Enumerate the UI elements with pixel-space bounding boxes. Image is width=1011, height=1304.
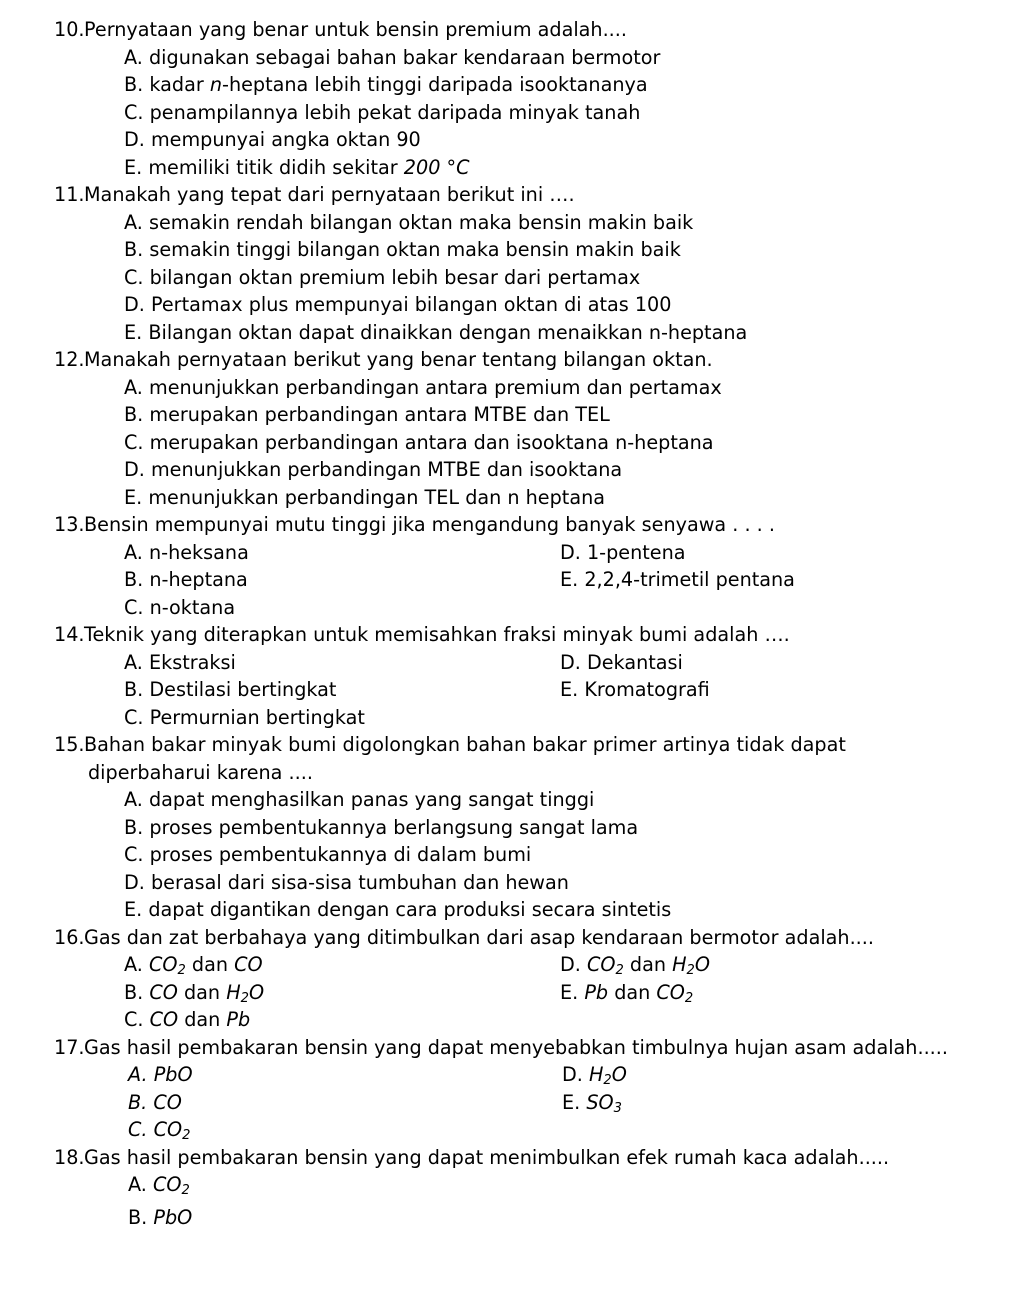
question-11-text: Manakah yang tepat dari pernyataan berikut ini …. (84, 183, 575, 206)
chemical-formula: PbO (153, 1063, 193, 1086)
question-15-text: Bahan bakar minyak bumi digolongkan bahan bakar primer artinya tidak dapat diperbaharui karena .... (84, 733, 846, 784)
chemical-formula (149, 953, 186, 976)
formula-base: CO (149, 953, 178, 976)
option-label: A. (124, 375, 143, 399)
question-15-option-d[interactable]: D. berasal dari sisa-sisa tumbuhan dan hewan (124, 870, 569, 894)
formula-subscript: 2 (686, 962, 695, 978)
option-text-post: -heptana lebih tinggi daripada isooktananya (222, 73, 648, 96)
question-15-option-b[interactable]: B. proses pembentukannya berlangsung sangat lama (124, 815, 639, 839)
option-text: menunjukkan perbandingan antara premium dan pertamax (149, 375, 722, 399)
question-11-option-d[interactable] (0, 291, 1011, 319)
question-12-option-c[interactable] (0, 429, 1011, 457)
formula-subscript: 2 (182, 1127, 191, 1143)
question-13-option-row-3 (0, 594, 1011, 622)
question-block-13 (0, 511, 1011, 621)
question-17-option-b[interactable] (128, 1089, 182, 1117)
question-13-text: Bensin mempunyai mutu tinggi jika mengandung banyak senyawa . . . . (84, 513, 775, 536)
option-label: D. (124, 128, 145, 151)
question-15-option-e[interactable]: E. dapat digantikan dengan cara produksi secara sintetis (124, 898, 672, 921)
question-12-option-a[interactable] (0, 374, 1011, 402)
question-17-option-row-1 (0, 1061, 1011, 1089)
chemical-formula: Pb (226, 1008, 251, 1031)
formula-subscript: 2 (684, 990, 694, 1006)
question-13-option-b[interactable]: B. n-heptana (124, 568, 248, 591)
option-text: digunakan sebagai bahan bakar kendaraan bermotor (149, 45, 661, 69)
question-18-option-a[interactable] (0, 1171, 1011, 1204)
question-18-option-b[interactable] (0, 1204, 1011, 1232)
question-13-option-row-2 (0, 566, 1011, 594)
question-17-option-row-2 (0, 1089, 1011, 1117)
formula-base: CO (153, 1118, 183, 1141)
formula-subscript: 2 (240, 990, 249, 1006)
question-10-option-d[interactable] (0, 126, 1011, 154)
option-text: Pertamax plus mempunyai bilangan oktan di atas 100 (150, 293, 672, 316)
question-13-option-e[interactable]: E. 2,2,4-trimetil pentana (560, 568, 795, 591)
formula-base: CO (153, 1173, 182, 1196)
question-14-option-d[interactable]: D. Dekantasi (560, 650, 683, 674)
formula-base: H (588, 1063, 604, 1086)
question-14-stem (0, 621, 1011, 649)
option-label: B. (124, 238, 144, 261)
question-14-option-e[interactable]: E. Kromatografi (560, 678, 710, 701)
formula-base: CO (656, 980, 685, 1004)
chemical-formula: CO (234, 953, 263, 976)
formula-subscript: 2 (177, 962, 186, 978)
question-13-option-a[interactable]: A. n-heksana (124, 540, 249, 564)
question-15-stem (0, 731, 1011, 786)
chemical-formula: CO (149, 980, 178, 1004)
conjunction: dan (608, 980, 657, 1004)
temperature-value: 200 °C (403, 155, 470, 179)
chemical-formula (656, 981, 693, 1004)
question-block-15 (0, 731, 1011, 924)
option-label: D. (124, 458, 145, 481)
question-13-option-d[interactable]: D. 1-pentena (560, 540, 686, 564)
formula-subscript: 2 (181, 1182, 190, 1198)
question-10-text: Pernyataan yang benar untuk bensin premium adalah.... (84, 18, 627, 41)
chemical-formula (153, 1173, 190, 1196)
option-label: E. (124, 155, 143, 179)
question-11-number: 11. (54, 183, 85, 206)
question-12-option-d[interactable] (0, 456, 1011, 484)
question-16-number: 16. (54, 925, 85, 949)
question-11-option-c[interactable] (0, 264, 1011, 292)
question-block-14 (0, 621, 1011, 731)
formula-base: SO (586, 1090, 614, 1114)
option-label: D. (560, 953, 581, 976)
question-15-option-a[interactable]: A. dapat menghasilkan panas yang sangat tinggi (124, 788, 595, 811)
chemical-formula (226, 981, 264, 1004)
question-10-option-e[interactable] (0, 154, 1011, 182)
conjunction: dan (177, 980, 227, 1004)
question-17-stem (0, 1034, 1011, 1062)
option-label: A. (124, 45, 143, 69)
question-14-option-row-2 (0, 676, 1011, 704)
option-label: D. (562, 1063, 583, 1086)
question-block-12 (0, 346, 1011, 511)
question-16-text: Gas dan zat berbahaya yang ditimbulkan dari asap kendaraan bermotor adalah.... (84, 925, 874, 949)
question-11-option-b[interactable] (0, 236, 1011, 264)
question-16-option-c[interactable] (124, 1006, 250, 1034)
question-block-11 (0, 181, 1011, 346)
chemical-formula (586, 1091, 622, 1114)
option-text: merupakan perbandingan antara MTBE dan TEL (149, 403, 610, 426)
option-label: C. (128, 1118, 148, 1141)
question-14-option-c[interactable]: C. Permurnian bertingkat (124, 705, 365, 729)
chemical-formula (587, 953, 624, 976)
question-17-option-a[interactable] (128, 1061, 193, 1089)
formula-subscript: 3 (613, 1100, 622, 1116)
option-text: semakin rendah bilangan oktan maka bensin makin baik (149, 210, 694, 234)
formula-base: O (694, 953, 710, 976)
option-label: B. (124, 73, 144, 96)
question-12-number: 12. (54, 348, 85, 371)
question-17-option-row-3 (0, 1116, 1011, 1144)
question-10-number: 10. (54, 18, 85, 41)
question-block-17 (0, 1034, 1011, 1144)
question-14-number: 14. (54, 623, 85, 646)
conjunction: dan (185, 953, 235, 976)
formula-subscript: 2 (603, 1072, 612, 1088)
option-text: bilangan oktan premium lebih besar dari pertamax (149, 265, 641, 289)
option-label: E. (562, 1090, 581, 1114)
option-text: Bilangan oktan dapat dinaikkan dengan menaikkan n-heptana (148, 320, 748, 344)
formula-base: O (248, 980, 265, 1004)
question-13-option-c[interactable]: C. n-oktana (124, 595, 236, 619)
question-18-number: 18. (54, 1145, 85, 1169)
option-text: mempunyai angka oktan 90 (150, 128, 421, 151)
chemical-formula: PbO (153, 1206, 193, 1230)
option-label: E. (124, 320, 143, 344)
option-text-pre: memiliki titik didih sekitar (148, 155, 404, 179)
chemical-formula: CO (149, 1008, 179, 1031)
option-label: A. (124, 210, 143, 234)
question-block-10 (0, 16, 1011, 181)
option-label: C. (124, 430, 144, 454)
question-10-option-c[interactable] (0, 99, 1011, 127)
chemical-formula: CO (153, 1090, 182, 1114)
formula-base: H (672, 953, 687, 976)
formula-base: O (611, 1063, 627, 1086)
option-text: menunjukkan perbandingan MTBE dan isooktana (150, 458, 623, 481)
option-label: B. (128, 1206, 148, 1230)
question-14-option-a[interactable]: A. Ekstraksi (124, 650, 236, 674)
question-10-stem (0, 16, 1011, 44)
option-label: B. (128, 1090, 148, 1114)
question-14-option-b[interactable]: B. Destilasi bertingkat (124, 678, 337, 701)
chemical-formula (154, 1118, 191, 1141)
option-label: D. (124, 293, 145, 316)
option-text: merupakan perbandingan antara dan isooktana n-heptana (149, 430, 714, 454)
formula-base: H (226, 980, 241, 1004)
question-14-text: Teknik yang diterapkan untuk memisahkan fraksi minyak bumi adalah …. (84, 623, 790, 646)
question-12-option-b[interactable] (0, 401, 1011, 429)
chemical-formula: Pb (584, 980, 609, 1004)
question-17-option-c[interactable] (128, 1116, 190, 1149)
question-11-stem (0, 181, 1011, 209)
question-17-number: 17. (54, 1035, 85, 1059)
option-label: B. (124, 980, 144, 1004)
option-label: C. (124, 265, 144, 289)
option-label: C. (124, 100, 144, 124)
option-label: E. (560, 980, 579, 1004)
option-label: A. (128, 1173, 147, 1196)
question-10-option-a[interactable] (0, 44, 1011, 72)
question-16-option-row-2 (0, 979, 1011, 1007)
question-block-18 (0, 1144, 1011, 1232)
question-14-option-row-3 (0, 704, 1011, 732)
question-13-number: 13. (54, 513, 85, 536)
question-13-option-row-1 (0, 539, 1011, 567)
chemical-formula (672, 953, 710, 976)
conjunction: dan (623, 953, 673, 976)
option-text: menunjukkan perbandingan TEL dan n heptana (148, 485, 605, 509)
question-11-option-e[interactable] (0, 319, 1011, 347)
option-text: semakin tinggi bilangan oktan maka bensin makin baik (149, 238, 681, 261)
question-14-option-row-1 (0, 649, 1011, 677)
question-16-option-row-3 (0, 1006, 1011, 1034)
question-16-option-row-1 (0, 951, 1011, 979)
question-15-option-c[interactable]: C. proses pembentukannya di dalam bumi (124, 843, 532, 866)
question-block-16 (0, 924, 1011, 1034)
formula-base: CO (586, 953, 616, 976)
question-16-stem (0, 924, 1011, 952)
question-12-text: Manakah pernyataan berikut yang benar tentang bilangan oktan. (84, 348, 713, 371)
question-12-option-e[interactable] (0, 484, 1011, 512)
italic-n: n (209, 73, 223, 96)
question-11-option-a[interactable] (0, 209, 1011, 237)
option-label: A. (124, 953, 143, 976)
option-label: E. (124, 485, 143, 509)
question-10-option-b[interactable] (0, 71, 1011, 99)
formula-subscript: 2 (615, 962, 624, 978)
conjunction: dan (178, 1008, 227, 1031)
question-15-number: 15. (54, 733, 85, 756)
question-17-text: Gas hasil pembakaran bensin yang dapat menyebabkan timbulnya hujan asam adalah..... (84, 1035, 948, 1059)
chemical-formula (589, 1063, 627, 1086)
option-text: penampilannya lebih pekat daripada minyak tanah (149, 100, 641, 124)
question-13-stem (0, 511, 1011, 539)
option-label: C. (124, 1008, 144, 1031)
option-text-pre: kadar (149, 73, 210, 96)
option-label: B. (124, 403, 144, 426)
option-label: A. (128, 1063, 148, 1086)
question-12-stem (0, 346, 1011, 374)
question-18-text: Gas hasil pembakaran bensin yang dapat menimbulkan efek rumah kaca adalah..... (84, 1145, 890, 1169)
